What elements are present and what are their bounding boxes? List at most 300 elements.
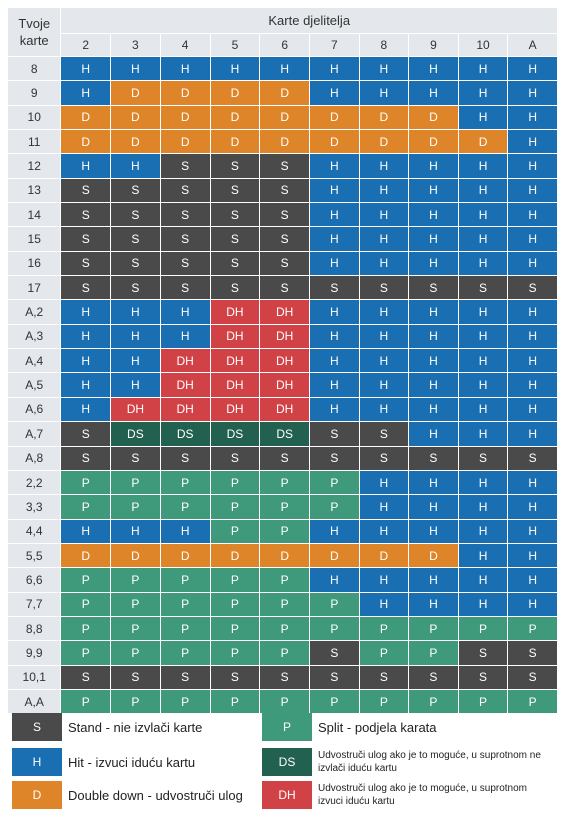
- table-row: [8, 300, 558, 324]
- action-cell: S: [459, 641, 509, 665]
- legend-stand: [12, 713, 202, 741]
- action-cell: H: [508, 81, 558, 105]
- chart-body: [8, 57, 558, 714]
- action-cell: S: [111, 252, 161, 276]
- action-cell: S: [409, 447, 459, 471]
- legend-label-hit: Hit - izvuci iduću kartu: [68, 754, 196, 770]
- dealer-card-4: 4: [161, 34, 211, 57]
- action-cell: H: [310, 300, 360, 324]
- dealer-cards-header: Karte djelitelja: [61, 8, 558, 34]
- action-cell: P: [260, 690, 310, 714]
- player-hand-label: 9: [8, 81, 61, 105]
- action-cell: H: [508, 300, 558, 324]
- action-cell: P: [211, 568, 261, 592]
- legend-double-stand: [262, 748, 554, 776]
- action-cell: H: [310, 252, 360, 276]
- action-cell: S: [61, 227, 111, 251]
- action-cell: P: [111, 495, 161, 519]
- table-row: [8, 398, 558, 422]
- action-cell: H: [508, 544, 558, 568]
- player-hand-label: 13: [8, 179, 61, 203]
- action-cell: P: [161, 568, 211, 592]
- action-cell: DS: [211, 422, 261, 446]
- action-cell: S: [61, 422, 111, 446]
- action-cell: S: [409, 666, 459, 690]
- action-cell: H: [508, 57, 558, 81]
- action-cell: S: [111, 666, 161, 690]
- action-cell: H: [360, 227, 410, 251]
- action-cell: P: [310, 471, 360, 495]
- action-cell: S: [161, 447, 211, 471]
- action-cell: H: [508, 398, 558, 422]
- player-hand-label: 3,3: [8, 495, 61, 519]
- player-hand-label: 17: [8, 276, 61, 300]
- action-cell: H: [360, 203, 410, 227]
- action-cell: H: [459, 373, 509, 397]
- action-cell: P: [111, 593, 161, 617]
- action-cell: S: [360, 447, 410, 471]
- action-cell: P: [111, 641, 161, 665]
- action-cell: P: [111, 471, 161, 495]
- action-cell: D: [61, 130, 111, 154]
- action-cell: P: [61, 568, 111, 592]
- action-cell: S: [161, 276, 211, 300]
- action-cell: H: [409, 495, 459, 519]
- action-cell: S: [260, 276, 310, 300]
- dealer-card-10: 10: [459, 34, 509, 57]
- action-cell: H: [360, 252, 410, 276]
- action-cell: S: [508, 641, 558, 665]
- action-cell: D: [459, 130, 509, 154]
- action-cell: P: [260, 568, 310, 592]
- action-cell: D: [211, 544, 261, 568]
- action-cell: S: [260, 666, 310, 690]
- action-cell: DH: [260, 398, 310, 422]
- legend: [12, 713, 562, 813]
- action-cell: D: [111, 130, 161, 154]
- action-cell: S: [211, 666, 261, 690]
- action-cell: S: [161, 203, 211, 227]
- table-row: [8, 568, 558, 592]
- action-cell: H: [508, 520, 558, 544]
- action-cell: D: [211, 106, 261, 130]
- action-cell: H: [459, 227, 509, 251]
- action-cell: H: [310, 520, 360, 544]
- action-cell: H: [459, 520, 509, 544]
- action-cell: H: [310, 179, 360, 203]
- action-cell: H: [310, 81, 360, 105]
- player-hand-label: A,A: [8, 690, 61, 714]
- action-cell: S: [211, 276, 261, 300]
- action-cell: S: [310, 422, 360, 446]
- action-cell: P: [161, 495, 211, 519]
- action-cell: H: [360, 373, 410, 397]
- action-cell: P: [161, 617, 211, 641]
- legend-split: [262, 713, 437, 741]
- action-cell: H: [310, 57, 360, 81]
- action-cell: P: [260, 641, 310, 665]
- action-cell: H: [61, 300, 111, 324]
- table-row: [8, 57, 558, 81]
- action-cell: P: [508, 690, 558, 714]
- action-cell: P: [161, 690, 211, 714]
- player-hand-label: A,5: [8, 373, 61, 397]
- legend-double-hit: [262, 781, 554, 809]
- action-cell: D: [161, 130, 211, 154]
- action-cell: D: [161, 81, 211, 105]
- action-cell: P: [459, 617, 509, 641]
- table-row: [8, 252, 558, 276]
- action-cell: H: [459, 57, 509, 81]
- action-cell: H: [161, 300, 211, 324]
- action-cell: H: [310, 398, 360, 422]
- player-hand-label: A,3: [8, 325, 61, 349]
- action-cell: P: [211, 471, 261, 495]
- action-cell: H: [310, 349, 360, 373]
- action-cell: D: [409, 544, 459, 568]
- legend-swatch-stand: S: [12, 713, 62, 741]
- action-cell: P: [260, 495, 310, 519]
- action-cell: H: [360, 349, 410, 373]
- table-row: [8, 544, 558, 568]
- table-row: [8, 690, 558, 714]
- dealer-card-6: 6: [260, 34, 310, 57]
- action-cell: P: [508, 617, 558, 641]
- dealer-card-A: A: [508, 34, 558, 57]
- legend-swatch-split: P: [262, 713, 312, 741]
- action-cell: H: [310, 373, 360, 397]
- action-cell: D: [211, 130, 261, 154]
- action-cell: S: [61, 276, 111, 300]
- dealer-card-2: 2: [61, 34, 111, 57]
- action-cell: P: [211, 520, 261, 544]
- action-cell: S: [459, 276, 509, 300]
- action-cell: H: [161, 57, 211, 81]
- action-cell: D: [211, 81, 261, 105]
- dealer-card-row: [8, 34, 558, 57]
- action-cell: H: [459, 81, 509, 105]
- action-cell: P: [360, 641, 410, 665]
- action-cell: P: [61, 690, 111, 714]
- action-cell: H: [409, 593, 459, 617]
- action-cell: H: [61, 373, 111, 397]
- action-cell: H: [409, 300, 459, 324]
- action-cell: S: [409, 276, 459, 300]
- action-cell: H: [161, 520, 211, 544]
- action-cell: S: [211, 154, 261, 178]
- action-cell: H: [508, 593, 558, 617]
- action-cell: S: [161, 154, 211, 178]
- action-cell: H: [508, 130, 558, 154]
- action-cell: H: [360, 57, 410, 81]
- action-cell: DH: [260, 373, 310, 397]
- action-cell: H: [409, 57, 459, 81]
- action-cell: H: [409, 422, 459, 446]
- action-cell: S: [508, 447, 558, 471]
- action-cell: DH: [260, 325, 310, 349]
- table-row: [8, 641, 558, 665]
- player-hand-label: 10,1: [8, 666, 61, 690]
- action-cell: S: [260, 252, 310, 276]
- action-cell: S: [310, 666, 360, 690]
- action-cell: H: [310, 154, 360, 178]
- action-cell: P: [161, 641, 211, 665]
- player-hand-label: 7,7: [8, 593, 61, 617]
- action-cell: P: [211, 593, 261, 617]
- action-cell: H: [459, 154, 509, 178]
- action-cell: D: [111, 81, 161, 105]
- action-cell: P: [211, 690, 261, 714]
- action-cell: DS: [161, 422, 211, 446]
- dealer-card-3: 3: [111, 34, 161, 57]
- player-hand-label: 4,4: [8, 520, 61, 544]
- action-cell: H: [459, 179, 509, 203]
- action-cell: S: [61, 179, 111, 203]
- table-row: [8, 81, 558, 105]
- table-row: [8, 130, 558, 154]
- action-cell: S: [360, 276, 410, 300]
- action-cell: H: [360, 593, 410, 617]
- action-cell: H: [508, 106, 558, 130]
- action-cell: H: [459, 398, 509, 422]
- action-cell: H: [61, 154, 111, 178]
- action-cell: P: [211, 641, 261, 665]
- action-cell: S: [310, 641, 360, 665]
- player-hand-label: 9,9: [8, 641, 61, 665]
- action-cell: H: [360, 398, 410, 422]
- table-row: [8, 666, 558, 690]
- action-cell: DH: [211, 373, 261, 397]
- player-hand-label: 6,6: [8, 568, 61, 592]
- action-cell: S: [211, 447, 261, 471]
- legend-swatch-double: D: [12, 781, 62, 809]
- action-cell: DH: [161, 373, 211, 397]
- action-cell: S: [459, 666, 509, 690]
- action-cell: D: [260, 544, 310, 568]
- action-cell: S: [310, 276, 360, 300]
- action-cell: S: [260, 227, 310, 251]
- action-cell: D: [111, 106, 161, 130]
- action-cell: H: [409, 154, 459, 178]
- legend-label-double: Double down - udvostruči ulog: [68, 787, 243, 803]
- action-cell: DH: [111, 398, 161, 422]
- action-cell: S: [161, 227, 211, 251]
- action-cell: D: [161, 106, 211, 130]
- table-row: [8, 593, 558, 617]
- action-cell: H: [508, 227, 558, 251]
- legend-swatch-double-stand: DS: [262, 748, 312, 776]
- action-cell: H: [459, 300, 509, 324]
- action-cell: H: [409, 227, 459, 251]
- action-cell: H: [409, 203, 459, 227]
- action-cell: S: [111, 276, 161, 300]
- action-cell: H: [360, 471, 410, 495]
- action-cell: H: [508, 471, 558, 495]
- action-cell: DH: [211, 398, 261, 422]
- action-cell: H: [459, 203, 509, 227]
- action-cell: P: [459, 690, 509, 714]
- action-cell: S: [260, 447, 310, 471]
- player-hand-label: A,4: [8, 349, 61, 373]
- action-cell: D: [310, 130, 360, 154]
- player-hand-label: 15: [8, 227, 61, 251]
- action-cell: H: [111, 373, 161, 397]
- action-cell: P: [61, 593, 111, 617]
- table-row: [8, 179, 558, 203]
- action-cell: H: [61, 325, 111, 349]
- action-cell: S: [211, 252, 261, 276]
- table-row: [8, 106, 558, 130]
- action-cell: DH: [211, 300, 261, 324]
- table-row: [8, 520, 558, 544]
- action-cell: S: [211, 179, 261, 203]
- action-cell: P: [260, 593, 310, 617]
- action-cell: H: [61, 349, 111, 373]
- action-cell: H: [360, 179, 410, 203]
- action-cell: S: [459, 447, 509, 471]
- player-hand-label: A,6: [8, 398, 61, 422]
- action-cell: H: [61, 57, 111, 81]
- action-cell: H: [310, 203, 360, 227]
- action-cell: H: [111, 154, 161, 178]
- action-cell: H: [508, 325, 558, 349]
- action-cell: P: [211, 495, 261, 519]
- table-row: [8, 154, 558, 178]
- action-cell: S: [360, 422, 410, 446]
- action-cell: D: [111, 544, 161, 568]
- action-cell: S: [260, 154, 310, 178]
- player-hand-label: 16: [8, 252, 61, 276]
- legend-label-double-stand: Udvostruči ulog ako je to moguće, u suprotnom ne izvlači iduću kartu: [318, 750, 541, 774]
- action-cell: D: [409, 106, 459, 130]
- action-cell: DS: [260, 422, 310, 446]
- action-cell: H: [459, 325, 509, 349]
- dealer-card-5: 5: [211, 34, 261, 57]
- action-cell: H: [508, 373, 558, 397]
- action-cell: H: [161, 325, 211, 349]
- action-cell: S: [211, 227, 261, 251]
- table-row: [8, 495, 558, 519]
- action-cell: S: [360, 666, 410, 690]
- action-cell: H: [508, 203, 558, 227]
- action-cell: D: [161, 544, 211, 568]
- action-cell: H: [459, 593, 509, 617]
- table-row: [8, 422, 558, 446]
- action-cell: P: [310, 690, 360, 714]
- action-cell: P: [260, 617, 310, 641]
- action-cell: H: [360, 495, 410, 519]
- table-row: [8, 617, 558, 641]
- action-cell: S: [111, 447, 161, 471]
- player-hand-label: A,7: [8, 422, 61, 446]
- action-cell: H: [459, 544, 509, 568]
- action-cell: H: [111, 349, 161, 373]
- action-cell: H: [360, 568, 410, 592]
- action-cell: D: [61, 544, 111, 568]
- action-cell: S: [161, 666, 211, 690]
- action-cell: H: [508, 154, 558, 178]
- action-cell: D: [260, 81, 310, 105]
- action-cell: DH: [161, 349, 211, 373]
- action-cell: P: [310, 495, 360, 519]
- table-row: [8, 349, 558, 373]
- action-cell: P: [61, 617, 111, 641]
- action-cell: DH: [260, 349, 310, 373]
- action-cell: H: [360, 325, 410, 349]
- action-cell: P: [360, 690, 410, 714]
- action-cell: H: [459, 422, 509, 446]
- action-cell: H: [409, 325, 459, 349]
- legend-label-double-hit: Udvostruči ulog ako je to moguće, u suprotnom izvuci iduću kartu: [318, 783, 527, 807]
- action-cell: DH: [161, 398, 211, 422]
- action-cell: H: [360, 81, 410, 105]
- action-cell: P: [61, 641, 111, 665]
- action-cell: P: [260, 471, 310, 495]
- action-cell: H: [61, 520, 111, 544]
- action-cell: H: [409, 252, 459, 276]
- action-cell: S: [211, 203, 261, 227]
- action-cell: D: [360, 106, 410, 130]
- dealer-card-7: 7: [310, 34, 360, 57]
- action-cell: H: [409, 471, 459, 495]
- action-cell: D: [260, 130, 310, 154]
- table-row: [8, 276, 558, 300]
- action-cell: H: [360, 520, 410, 544]
- action-cell: DH: [260, 300, 310, 324]
- player-hand-label: 5,5: [8, 544, 61, 568]
- action-cell: S: [310, 447, 360, 471]
- action-cell: D: [310, 544, 360, 568]
- table-row: [8, 203, 558, 227]
- action-cell: H: [409, 568, 459, 592]
- action-cell: H: [111, 300, 161, 324]
- action-cell: P: [111, 568, 161, 592]
- action-cell: P: [211, 617, 261, 641]
- player-hand-label: 14: [8, 203, 61, 227]
- action-cell: H: [409, 179, 459, 203]
- action-cell: H: [111, 57, 161, 81]
- action-cell: S: [260, 179, 310, 203]
- legend-hit: [12, 748, 195, 776]
- action-cell: H: [459, 106, 509, 130]
- action-cell: S: [508, 276, 558, 300]
- player-hand-label: 10: [8, 106, 61, 130]
- action-cell: S: [61, 666, 111, 690]
- action-cell: H: [409, 520, 459, 544]
- table-row: [8, 227, 558, 251]
- action-cell: D: [260, 106, 310, 130]
- action-cell: H: [409, 373, 459, 397]
- player-hand-label: 12: [8, 154, 61, 178]
- action-cell: P: [260, 520, 310, 544]
- action-cell: H: [61, 81, 111, 105]
- action-cell: P: [409, 641, 459, 665]
- action-cell: P: [360, 617, 410, 641]
- action-cell: S: [111, 227, 161, 251]
- action-cell: P: [409, 690, 459, 714]
- action-cell: S: [508, 666, 558, 690]
- action-cell: DH: [211, 349, 261, 373]
- action-cell: H: [360, 300, 410, 324]
- your-cards-header: Tvoje karte: [8, 8, 61, 57]
- action-cell: H: [459, 495, 509, 519]
- action-cell: H: [409, 81, 459, 105]
- action-cell: H: [508, 568, 558, 592]
- action-cell: H: [360, 154, 410, 178]
- action-cell: H: [111, 520, 161, 544]
- action-cell: H: [61, 398, 111, 422]
- player-hand-label: A,2: [8, 300, 61, 324]
